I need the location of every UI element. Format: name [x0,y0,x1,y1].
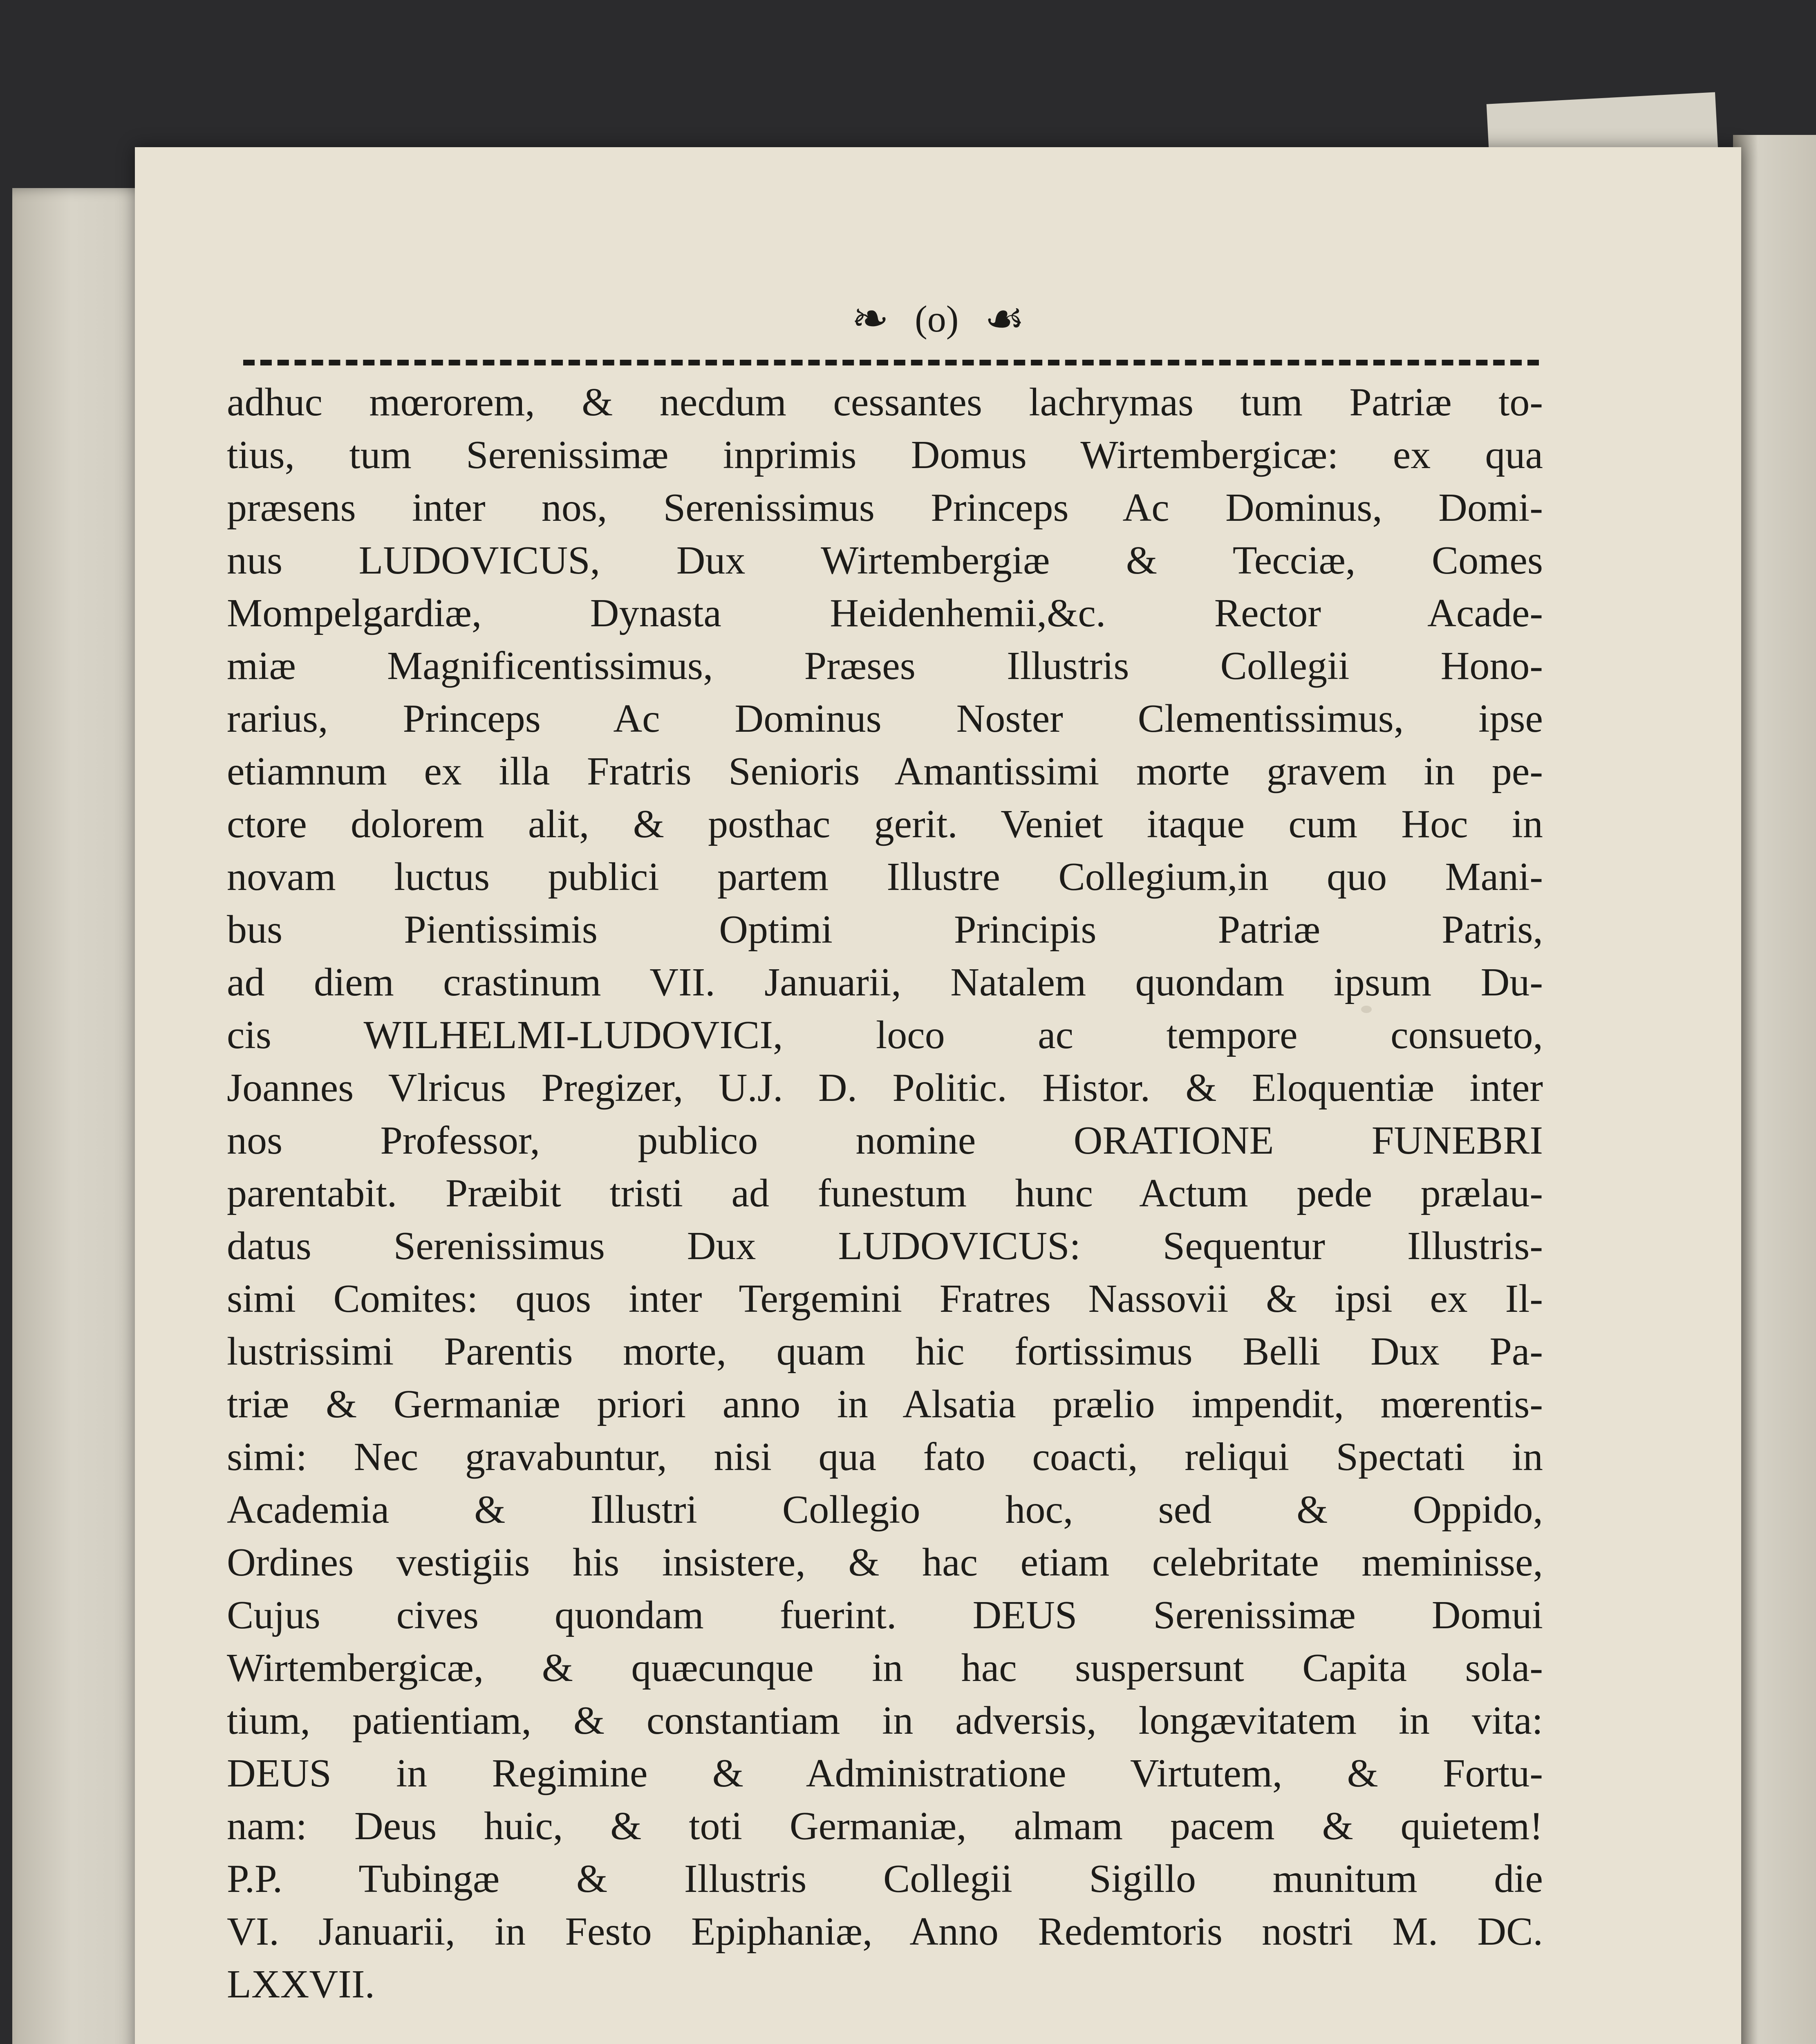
text-line: Academia & Illustri Collegio hoc, sed & Oppido, [227,1488,1543,1532]
text-line: lustrissimi Parentis morte, quam hic fortissimus Belli Dux Pa- [227,1329,1543,1374]
text-line: LXXVII. [227,1962,375,2006]
text-line: nam: Deus huic, & toti Germaniæ, almam pacem & quietem! [227,1804,1543,1848]
text-line: nos Professor, publico nomine ORATIONE FUNEBRI [227,1118,1543,1163]
text-line: novam luctus publici partem Illustre Collegium,in quo Mani- [227,855,1543,899]
text-line: rarius, Princeps Ac Dominus Noster Clementissimus, ipse [227,697,1543,741]
text-line: P.P. Tubingæ & Illustris Collegii Sigillo munitum die [227,1857,1543,1901]
text-line: parentabit. Præibit tristi ad funestum hunc Actum pede prælau- [227,1171,1543,1215]
book-edge-right [1733,135,1816,2044]
text-line: ctore dolorem alit, & posthac gerit. Veniet itaque cum Hoc in [227,802,1543,846]
text-line: etiamnum ex illa Fratris Senioris Amantissimi morte gravem in pe- [227,749,1543,793]
page-number: (o) [915,298,959,340]
text-line: triæ & Germaniæ priori anno in Alsatia prælio impendit, mœrentis- [227,1382,1543,1426]
text-line: ad diem crastinum VII. Januarii, Natalem quondam ipsum Du- [227,960,1543,1004]
body-text [227,376,1543,2011]
text-line: Mompelgardiæ, Dynasta Heidenhemii,&c. Rector Acade- [227,591,1543,635]
text-line: Joannes Vlricus Pregizer, U.J. D. Politic. Histor. & Eloquentiæ inter [227,1066,1543,1110]
text-line: DEUS in Regimine & Administratione Virtutem, & Fortu- [227,1751,1543,1795]
page-header [135,292,1741,366]
text-line: simi: Nec gravabuntur, nisi qua fato coacti, reliqui Spectati in [227,1435,1543,1479]
text-line: adhuc mœrorem, & necdum cessantes lachrymas tum Patriæ to- [227,380,1543,424]
text-line: miæ Magnificentissimus, Præses Illustris Collegii Hono- [227,644,1543,688]
text-line: nus LUDOVICUS, Dux Wirtembergiæ & Tecciæ, Comes [227,538,1543,583]
header-rule [243,360,1539,365]
text-line: Ordines vestigiis his insistere, & hac etiam celebritate meminisse, [227,1540,1543,1585]
text-line: præsens inter nos, Serenissimus Princeps Ac Dominus, Domi- [227,486,1543,530]
text-line: tium, patientiam, & constantiam in adversis, longævitatem in vita: [227,1699,1543,1743]
text-line: bus Pientissimis Optimi Principis Patriæ Patris, [227,908,1543,952]
text-line: Wirtembergicæ, & quæcunque in hac suspersunt Capita sola- [227,1646,1543,1690]
text-line: tius, tum Serenissimæ inprimis Domus Wirtembergicæ: ex qua [227,433,1543,477]
text-line: cis WILHELMI-LUDOVICI, loco ac tempore consueto, [227,1013,1543,1057]
text-line: VI. Januarii, in Festo Epiphaniæ, Anno Redemtoris nostri M. DC. [227,1910,1543,1954]
text-line: datus Serenissimus Dux LUDOVICUS: Sequentur Illustris- [227,1224,1543,1268]
text-line: simi Comites: quos inter Tergemini Fratres Nassovii & ipsi ex Il- [227,1277,1543,1321]
ornament-left-icon: ❧ [851,294,889,344]
ornament-right-icon: ☙ [984,294,1025,344]
text-line: Cujus cives quondam fuerint. DEUS Serenissimæ Domui [227,1593,1543,1637]
document-page [135,147,1741,2044]
